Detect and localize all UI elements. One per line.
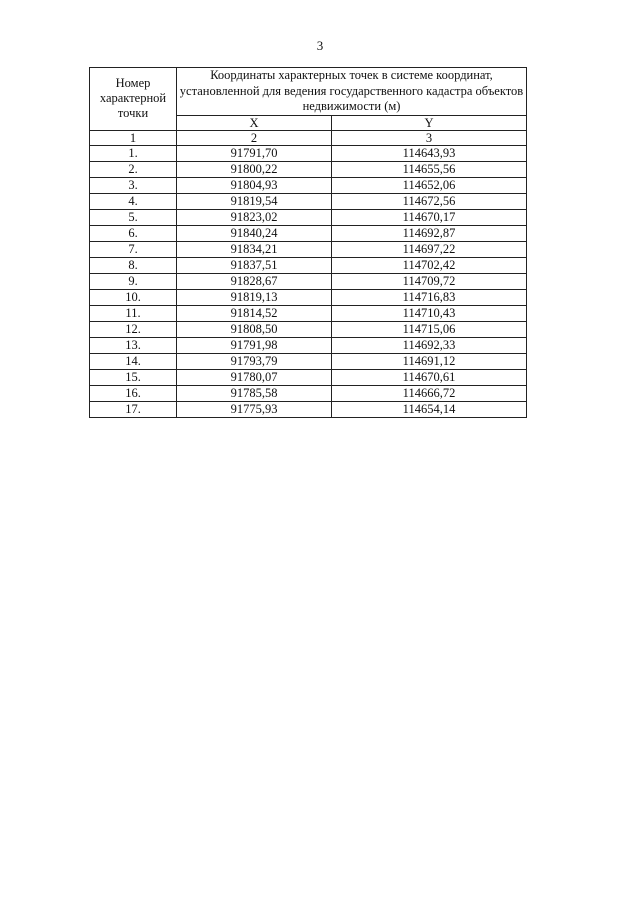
- header-y: Y: [332, 115, 527, 130]
- point-number-cell: 16.: [90, 385, 177, 401]
- x-coordinate-cell: 91828,67: [177, 273, 332, 289]
- table-row: [90, 209, 527, 225]
- y-coordinate-cell: 114670,17: [332, 209, 527, 225]
- point-number-cell: 9.: [90, 273, 177, 289]
- point-number-cell: 15.: [90, 369, 177, 385]
- x-coordinate-cell: 91775,93: [177, 401, 332, 417]
- y-coordinate-cell: 114692,33: [332, 337, 527, 353]
- x-coordinate-cell: 91837,51: [177, 257, 332, 273]
- table-row: [90, 305, 527, 321]
- y-coordinate-cell: 114710,43: [332, 305, 527, 321]
- point-number-cell: 8.: [90, 257, 177, 273]
- x-coordinate-cell: 91785,58: [177, 385, 332, 401]
- coordinates-table: [89, 67, 527, 418]
- table-header-row: [90, 68, 527, 116]
- y-coordinate-cell: 114716,83: [332, 289, 527, 305]
- x-coordinate-cell: 91800,22: [177, 161, 332, 177]
- table-row: [90, 401, 527, 417]
- point-number-cell: 3.: [90, 177, 177, 193]
- x-coordinate-cell: 91823,02: [177, 209, 332, 225]
- point-number-cell: 1.: [90, 145, 177, 161]
- header-coordinates: Координаты характерных точек в системе координат, установленной для ведения государственного кадастра объектов недвижимости (м): [177, 68, 527, 116]
- table-row: [90, 385, 527, 401]
- point-number-cell: 14.: [90, 353, 177, 369]
- table-row: [90, 321, 527, 337]
- y-coordinate-cell: 114655,56: [332, 161, 527, 177]
- point-number-cell: 12.: [90, 321, 177, 337]
- x-coordinate-cell: 91791,98: [177, 337, 332, 353]
- y-coordinate-cell: 114643,93: [332, 145, 527, 161]
- x-coordinate-cell: 91814,52: [177, 305, 332, 321]
- x-coordinate-cell: 91834,21: [177, 241, 332, 257]
- table-body: [90, 68, 527, 418]
- point-number-cell: 2.: [90, 161, 177, 177]
- page-number: 3: [316, 38, 324, 53]
- table-row: [90, 193, 527, 209]
- x-coordinate-cell: 91840,24: [177, 225, 332, 241]
- x-coordinate-cell: 91804,93: [177, 177, 332, 193]
- table-row: [90, 257, 527, 273]
- y-coordinate-cell: 114670,61: [332, 369, 527, 385]
- table-row: [90, 273, 527, 289]
- table-row: [90, 289, 527, 305]
- y-coordinate-cell: 114654,14: [332, 401, 527, 417]
- table-row: [90, 241, 527, 257]
- point-number-cell: 13.: [90, 337, 177, 353]
- table-row: [90, 369, 527, 385]
- table-row: [90, 353, 527, 369]
- point-number-cell: 17.: [90, 401, 177, 417]
- y-coordinate-cell: 114702,42: [332, 257, 527, 273]
- point-number-cell: 11.: [90, 305, 177, 321]
- y-coordinate-cell: 114715,06: [332, 321, 527, 337]
- x-coordinate-cell: 91793,79: [177, 353, 332, 369]
- x-coordinate-cell: 91780,07: [177, 369, 332, 385]
- point-number-cell: 5.: [90, 209, 177, 225]
- x-coordinate-cell: 91819,54: [177, 193, 332, 209]
- x-coordinate-cell: 91791,70: [177, 145, 332, 161]
- point-number-cell: 4.: [90, 193, 177, 209]
- y-coordinate-cell: 114691,12: [332, 353, 527, 369]
- table-row: [90, 337, 527, 353]
- y-coordinate-cell: 114709,72: [332, 273, 527, 289]
- table-row: [90, 177, 527, 193]
- y-coordinate-cell: 114692,87: [332, 225, 527, 241]
- table-column-numbers-row: [90, 130, 527, 145]
- table-row: [90, 225, 527, 241]
- y-coordinate-cell: 114697,22: [332, 241, 527, 257]
- y-coordinate-cell: 114652,06: [332, 177, 527, 193]
- point-number-cell: 10.: [90, 289, 177, 305]
- column-number-3: 3: [332, 130, 527, 145]
- header-point-number: Номер характерной точки: [90, 68, 177, 131]
- y-coordinate-cell: 114666,72: [332, 385, 527, 401]
- column-number-2: 2: [177, 130, 332, 145]
- table-row: [90, 145, 527, 161]
- x-coordinate-cell: 91819,13: [177, 289, 332, 305]
- x-coordinate-cell: 91808,50: [177, 321, 332, 337]
- y-coordinate-cell: 114672,56: [332, 193, 527, 209]
- point-number-cell: 6.: [90, 225, 177, 241]
- point-number-cell: 7.: [90, 241, 177, 257]
- table-row: [90, 161, 527, 177]
- column-number-1: 1: [90, 130, 177, 145]
- header-x: X: [177, 115, 332, 130]
